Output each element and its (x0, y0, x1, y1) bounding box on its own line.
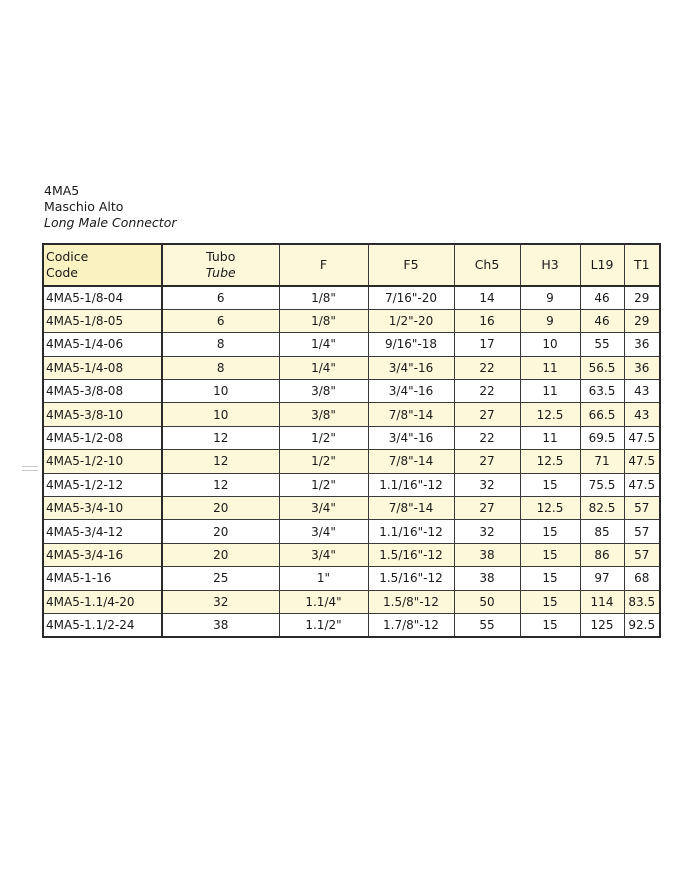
cell-h3: 15 (520, 567, 580, 590)
cell-f5: 3/4"-16 (368, 356, 454, 379)
cell-t1: 57 (624, 543, 660, 566)
cell-code: 4MA5-3/8-08 (43, 380, 162, 403)
cell-ch5: 27 (454, 450, 520, 473)
cell-f: 3/8" (279, 403, 368, 426)
cell-l19: 63.5 (580, 380, 624, 403)
cell-ch5: 22 (454, 356, 520, 379)
product-code-title: 4MA5 (44, 183, 80, 198)
cell-f: 1/4" (279, 356, 368, 379)
cell-tube: 10 (162, 380, 279, 403)
cell-f: 1/2" (279, 426, 368, 449)
cell-code: 4MA5-3/4-12 (43, 520, 162, 543)
cell-t1: 29 (624, 286, 660, 309)
cell-t1: 83.5 (624, 590, 660, 613)
cell-l19: 56.5 (580, 356, 624, 379)
column-header-code-it: Codice (46, 249, 89, 264)
cell-code: 4MA5-1.1/4-20 (43, 590, 162, 613)
cell-f: 1/8" (279, 286, 368, 309)
cell-h3: 15 (520, 613, 580, 636)
cell-f5: 1.7/8"-12 (368, 613, 454, 636)
column-header-code-en: Code (46, 265, 79, 280)
cell-t1: 57 (624, 497, 660, 520)
cell-tube: 20 (162, 543, 279, 566)
cell-ch5: 27 (454, 403, 520, 426)
cell-t1: 92.5 (624, 613, 660, 636)
column-header-ch5: Ch5 (454, 244, 520, 286)
cell-ch5: 32 (454, 520, 520, 543)
cell-tube: 38 (162, 613, 279, 636)
cell-l19: 55 (580, 333, 624, 356)
cell-f5: 1.1/16"-12 (368, 473, 454, 496)
cell-tube: 12 (162, 473, 279, 496)
cell-f5: 9/16"-18 (368, 333, 454, 356)
cell-f: 3/4" (279, 543, 368, 566)
cell-code: 4MA5-1/8-04 (43, 286, 162, 309)
cell-code: 4MA5-1.1/2-24 (43, 613, 162, 636)
cell-f: 1/8" (279, 309, 368, 332)
cell-h3: 11 (520, 356, 580, 379)
cell-f: 1/2" (279, 450, 368, 473)
table-row (43, 473, 660, 496)
cell-code: 4MA5-1/2-10 (43, 450, 162, 473)
cell-code: 4MA5-1/8-05 (43, 309, 162, 332)
cell-f: 1/4" (279, 333, 368, 356)
table-row (43, 590, 660, 613)
cell-f5: 7/8"-14 (368, 450, 454, 473)
cell-ch5: 16 (454, 309, 520, 332)
cell-tube: 6 (162, 309, 279, 332)
cell-l19: 85 (580, 520, 624, 543)
cell-code: 4MA5-1/2-12 (43, 473, 162, 496)
cell-ch5: 38 (454, 567, 520, 590)
cell-h3: 9 (520, 309, 580, 332)
column-header-f: F (279, 244, 368, 286)
cell-h3: 15 (520, 590, 580, 613)
cell-h3: 12.5 (520, 403, 580, 426)
cell-code: 4MA5-1/4-06 (43, 333, 162, 356)
cell-l19: 46 (580, 309, 624, 332)
table-row (43, 520, 660, 543)
cell-h3: 12.5 (520, 497, 580, 520)
cell-f5: 7/8"-14 (368, 497, 454, 520)
cell-l19: 46 (580, 286, 624, 309)
cell-ch5: 38 (454, 543, 520, 566)
cell-f: 1/2" (279, 473, 368, 496)
cell-code: 4MA5-3/4-10 (43, 497, 162, 520)
cell-h3: 9 (520, 286, 580, 309)
product-name-english: Long Male Connector (44, 215, 177, 230)
cell-f: 3/4" (279, 497, 368, 520)
cell-f5: 7/8"-14 (368, 403, 454, 426)
cell-ch5: 14 (454, 286, 520, 309)
column-header-t1: T1 (624, 244, 660, 286)
cell-h3: 11 (520, 426, 580, 449)
cell-f: 1" (279, 567, 368, 590)
cell-t1: 43 (624, 403, 660, 426)
cell-l19: 86 (580, 543, 624, 566)
cell-ch5: 50 (454, 590, 520, 613)
cell-f5: 1.5/8"-12 (368, 590, 454, 613)
cell-code: 4MA5-3/4-16 (43, 543, 162, 566)
cell-tube: 10 (162, 403, 279, 426)
cell-t1: 68 (624, 567, 660, 590)
cell-l19: 97 (580, 567, 624, 590)
document-heading (44, 183, 177, 231)
cell-tube: 32 (162, 590, 279, 613)
column-header-l19: L19 (580, 244, 624, 286)
table-row (43, 567, 660, 590)
cell-l19: 75.5 (580, 473, 624, 496)
column-header-tube (162, 244, 279, 286)
margin-mark (22, 470, 38, 471)
cell-l19: 69.5 (580, 426, 624, 449)
cell-h3: 10 (520, 333, 580, 356)
table-header-row (43, 244, 660, 286)
product-name-italian: Maschio Alto (44, 199, 124, 214)
cell-ch5: 22 (454, 426, 520, 449)
cell-h3: 15 (520, 543, 580, 566)
column-header-code (43, 244, 162, 286)
cell-ch5: 22 (454, 380, 520, 403)
table-row (43, 286, 660, 309)
cell-f: 3/8" (279, 380, 368, 403)
cell-tube: 8 (162, 333, 279, 356)
cell-f5: 1.5/16"-12 (368, 567, 454, 590)
cell-l19: 114 (580, 590, 624, 613)
table-row (43, 497, 660, 520)
cell-f: 3/4" (279, 520, 368, 543)
column-header-f5: F5 (368, 244, 454, 286)
column-header-tube-en: Tube (205, 265, 236, 280)
cell-ch5: 27 (454, 497, 520, 520)
cell-f5: 1/2"-20 (368, 309, 454, 332)
cell-tube: 25 (162, 567, 279, 590)
cell-h3: 15 (520, 473, 580, 496)
margin-mark (22, 466, 38, 467)
cell-t1: 36 (624, 356, 660, 379)
cell-h3: 12.5 (520, 450, 580, 473)
cell-tube: 20 (162, 520, 279, 543)
dimensions-table-wrapper (42, 243, 659, 638)
cell-t1: 43 (624, 380, 660, 403)
column-header-h3: H3 (520, 244, 580, 286)
table-row (43, 356, 660, 379)
table-row (43, 450, 660, 473)
cell-tube: 6 (162, 286, 279, 309)
cell-l19: 125 (580, 613, 624, 636)
table-body (43, 286, 660, 637)
cell-code: 4MA5-1/4-08 (43, 356, 162, 379)
cell-f5: 1.5/16"-12 (368, 543, 454, 566)
table-row (43, 426, 660, 449)
cell-t1: 36 (624, 333, 660, 356)
cell-ch5: 55 (454, 613, 520, 636)
cell-h3: 15 (520, 520, 580, 543)
table-row (43, 543, 660, 566)
cell-f5: 3/4"-16 (368, 380, 454, 403)
cell-tube: 12 (162, 450, 279, 473)
dimensions-table (42, 243, 661, 638)
cell-t1: 47.5 (624, 426, 660, 449)
table-row (43, 309, 660, 332)
cell-l19: 82.5 (580, 497, 624, 520)
cell-code: 4MA5-1-16 (43, 567, 162, 590)
cell-tube: 8 (162, 356, 279, 379)
cell-f: 1.1/4" (279, 590, 368, 613)
table-row (43, 380, 660, 403)
cell-ch5: 32 (454, 473, 520, 496)
cell-l19: 71 (580, 450, 624, 473)
cell-f5: 3/4"-16 (368, 426, 454, 449)
cell-f5: 7/16"-20 (368, 286, 454, 309)
cell-h3: 11 (520, 380, 580, 403)
cell-t1: 57 (624, 520, 660, 543)
cell-f: 1.1/2" (279, 613, 368, 636)
cell-code: 4MA5-1/2-08 (43, 426, 162, 449)
cell-t1: 47.5 (624, 473, 660, 496)
cell-tube: 12 (162, 426, 279, 449)
table-row (43, 333, 660, 356)
cell-f5: 1.1/16"-12 (368, 520, 454, 543)
table-row (43, 403, 660, 426)
cell-ch5: 17 (454, 333, 520, 356)
table-row (43, 613, 660, 636)
cell-t1: 29 (624, 309, 660, 332)
cell-code: 4MA5-3/8-10 (43, 403, 162, 426)
column-header-tube-it: Tubo (206, 249, 236, 264)
cell-tube: 20 (162, 497, 279, 520)
cell-l19: 66.5 (580, 403, 624, 426)
cell-t1: 47.5 (624, 450, 660, 473)
